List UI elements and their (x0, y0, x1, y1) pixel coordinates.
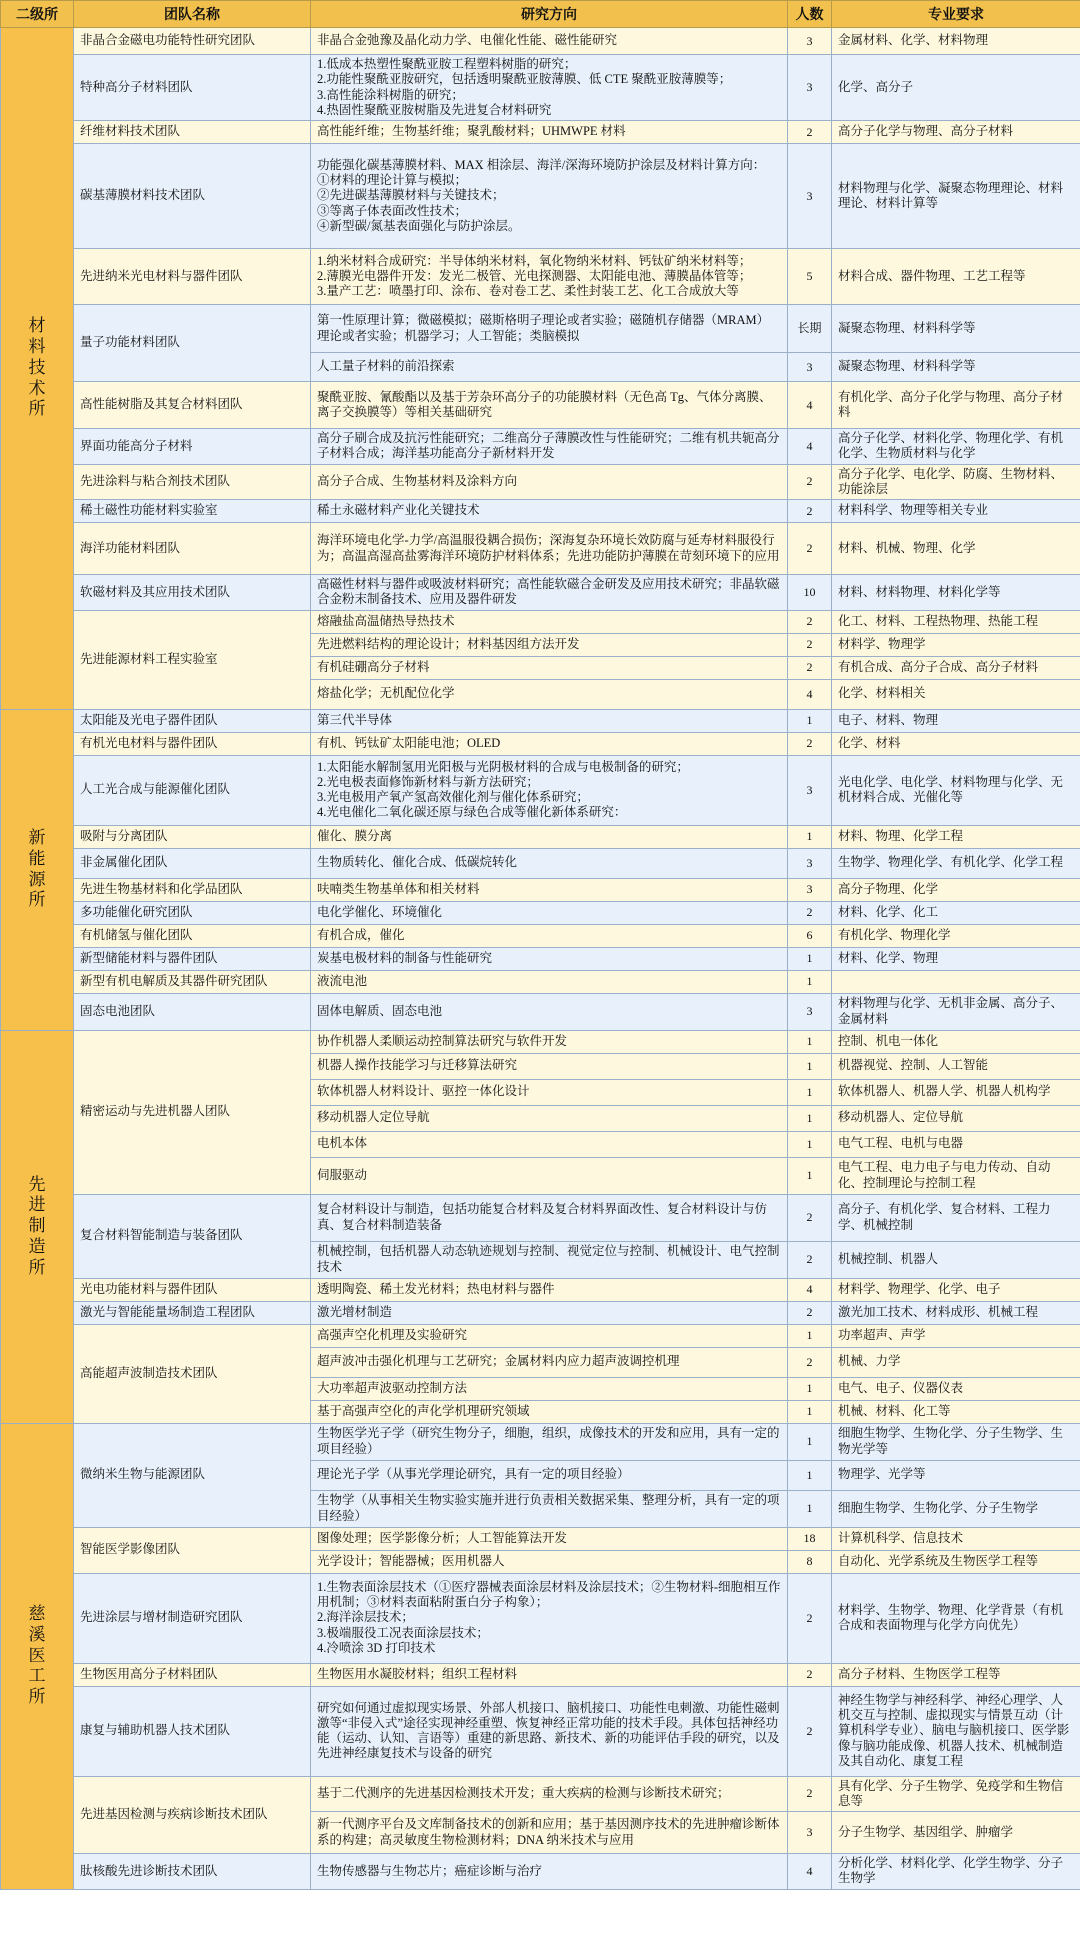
count-cell: 4 (788, 1278, 832, 1301)
count-cell: 2 (788, 523, 832, 575)
team-name-cell: 复合材料智能制造与装备团队 (74, 1194, 311, 1278)
team-name-cell: 人工光合成与能源催化团队 (74, 755, 311, 825)
direction-cell: 机械控制，包括机器人动态轨迹规划与控制、视觉定位与控制、机械设计、电气控制技术 (311, 1241, 788, 1278)
major-cell: 分子生物学、基因组学、肿瘤学 (832, 1812, 1080, 1854)
direction-cell: 高分子合成、生物基材料及涂料方向 (311, 464, 788, 500)
team-name-cell: 有机储氢与催化团队 (74, 924, 311, 947)
team-name-cell: 稀土磁性功能材料实验室 (74, 500, 311, 523)
count-cell: 1 (788, 709, 832, 732)
team-name-cell: 微纳米生物与能源团队 (74, 1423, 311, 1527)
team-name-cell: 碳基薄膜材料技术团队 (74, 144, 311, 249)
major-cell: 化学、材料相关 (832, 679, 1080, 709)
team-name-cell: 界面功能高分子材料 (74, 429, 311, 465)
major-cell: 电子、材料、物理 (832, 709, 1080, 732)
major-cell: 电气工程、电机与电器 (832, 1131, 1080, 1157)
major-cell: 材料学、物理学 (832, 633, 1080, 656)
team-name-cell: 海洋功能材料团队 (74, 523, 311, 575)
count-cell: 1 (788, 1423, 832, 1460)
count-cell: 1 (788, 947, 832, 970)
table-row (1, 993, 1080, 1030)
table-row (1, 500, 1080, 523)
major-cell: 材料科学、物理等相关专业 (832, 500, 1080, 523)
major-cell: 材料、物理、化学工程 (832, 825, 1080, 848)
major-cell: 高分子化学、电化学、防腐、生物材料、功能涂层 (832, 464, 1080, 500)
direction-cell: 非晶合金弛豫及晶化动力学、电催化性能、磁性能研究 (311, 28, 788, 55)
team-name-cell: 量子功能材料团队 (74, 305, 311, 382)
count-cell: 1 (788, 1079, 832, 1105)
major-cell: 自动化、光学系统及生物医学工程等 (832, 1550, 1080, 1573)
direction-cell: 软体机器人材料设计、驱控一体化设计 (311, 1079, 788, 1105)
table-row (1, 970, 1080, 993)
direction-cell: 人工量子材料的前沿探索 (311, 353, 788, 382)
major-cell: 软体机器人、机器人学、机器人机构学 (832, 1079, 1080, 1105)
count-cell: 4 (788, 429, 832, 465)
count-cell: 1 (788, 1460, 832, 1490)
table-row (1, 1324, 1080, 1347)
count-cell: 3 (788, 848, 832, 878)
count-cell: 5 (788, 249, 832, 305)
direction-cell: 大功率超声波驱动控制方法 (311, 1377, 788, 1400)
direction-cell: 第三代半导体 (311, 709, 788, 732)
table-row (1, 144, 1080, 249)
major-cell: 功率超声、声学 (832, 1324, 1080, 1347)
direction-cell: 稀土永磁材料产业化关键技术 (311, 500, 788, 523)
table-row (1, 1686, 1080, 1776)
count-cell: 3 (788, 353, 832, 382)
team-name-cell: 新型有机电解质及其器件研究团队 (74, 970, 311, 993)
count-cell: 3 (788, 28, 832, 55)
major-cell: 机器视觉、控制、人工智能 (832, 1053, 1080, 1079)
direction-cell: 基于二代测序的先进基因检测技术开发；重大疾病的检测与诊断技术研究； (311, 1776, 788, 1812)
team-name-cell: 智能医学影像团队 (74, 1527, 311, 1573)
major-cell: 具有化学、分子生物学、免疫学和生物信息等 (832, 1776, 1080, 1812)
count-cell: 1 (788, 1053, 832, 1079)
major-cell: 电气、电子、仪器仪表 (832, 1377, 1080, 1400)
major-cell: 电气工程、电力电子与电力传动、自动化、控制理论与控制工程 (832, 1157, 1080, 1194)
direction-cell: 高强声空化机理及实验研究 (311, 1324, 788, 1347)
direction-cell: 高磁性材料与器件或吸波材料研究；高性能软磁合金研发及应用技术研究；非晶软磁合金粉末制备技术、应用及器件研发 (311, 575, 788, 611)
count-cell: 2 (788, 1347, 832, 1377)
major-cell: 凝聚态物理、材料科学等 (832, 305, 1080, 353)
direction-cell: 1.纳米材料合成研究：半导体纳米材料，氧化物纳米材料、钙钛矿纳米材料等； 2.薄膜光电器件开发：发光二极管、光电探测器、太阳能电池、薄膜晶体管等； 3.量产工艺：喷墨打印、涂布、卷对卷工艺、柔性封装工艺、化工合成放大等 (311, 249, 788, 305)
team-name-cell: 特种高分子材料团队 (74, 55, 311, 121)
table-row (1, 249, 1080, 305)
team-name-cell: 先进纳米光电材料与器件团队 (74, 249, 311, 305)
direction-cell: 光学设计；智能器械；医用机器人 (311, 1550, 788, 1573)
count-cell: 4 (788, 382, 832, 429)
team-name-cell: 激光与智能能量场制造工程团队 (74, 1301, 311, 1324)
major-cell: 高分子物理、化学 (832, 878, 1080, 901)
table-row (1, 1301, 1080, 1324)
major-cell: 化学、高分子 (832, 55, 1080, 121)
direction-cell: 研究如何通过虚拟现实场景、外部人机接口、脑机接口、功能性电刺激、功能性磁刺激等“非侵入式”途径实现神经重塑、恢复神经正常功能的技术手段。具体包括神经功能（运动、认知、言语等）重建的新思路、新技术、新的功能评估手段的研究，以及先进神经康复技术与设备的研究 (311, 1686, 788, 1776)
major-cell: 高分子材料、生物医学工程等 (832, 1663, 1080, 1686)
team-name-cell: 多功能催化研究团队 (74, 901, 311, 924)
major-cell: 有机合成、高分子合成、高分子材料 (832, 656, 1080, 679)
direction-cell: 生物医学光子学（研究生物分子，细胞，组织，成像技术的开发和应用，具有一定的项目经验） (311, 1423, 788, 1460)
team-name-cell: 光电功能材料与器件团队 (74, 1278, 311, 1301)
major-cell: 机械、力学 (832, 1347, 1080, 1377)
major-cell: 金属材料、化学、材料物理 (832, 28, 1080, 55)
major-cell: 凝聚态物理、材料科学等 (832, 353, 1080, 382)
table-row (1, 1776, 1080, 1812)
table-row (1, 1527, 1080, 1550)
direction-cell: 电化学催化、环境催化 (311, 901, 788, 924)
major-cell: 化学、材料 (832, 732, 1080, 755)
major-cell: 激光加工技术、材料成形、机械工程 (832, 1301, 1080, 1324)
team-name-cell: 高能超声波制造技术团队 (74, 1324, 311, 1423)
direction-cell: 生物医用水凝胶材料；组织工程材料 (311, 1663, 788, 1686)
major-cell: 分析化学、材料化学、化学生物学、分子生物学 (832, 1854, 1080, 1890)
major-cell: 机械控制、机器人 (832, 1241, 1080, 1278)
direction-cell: 炭基电极材料的制备与性能研究 (311, 947, 788, 970)
table-row (1, 1573, 1080, 1663)
major-cell: 细胞生物学、生物化学、分子生物学 (832, 1490, 1080, 1527)
count-cell: 1 (788, 1400, 832, 1423)
count-cell: 1 (788, 825, 832, 848)
count-cell: 18 (788, 1527, 832, 1550)
team-name-cell: 先进基因检测与疾病诊断技术团队 (74, 1776, 311, 1854)
table-row (1, 947, 1080, 970)
major-cell: 物理学、光学等 (832, 1460, 1080, 1490)
table-body (1, 28, 1080, 1890)
direction-cell: 第一性原理计算；微磁模拟；磁斯格明子理论或者实验；磁随机存储器（MRAM）理论或者实验；机器学习；人工智能；类脑模拟 (311, 305, 788, 353)
direction-cell: 1.太阳能水解制氢用光阳极与光阴极材料的合成与电极制备的研究； 2.光电极表面修饰新材料与新方法研究； 3.光电极用产氧产氢高效催化剂与催化体系研究； 4.光电催化二氧化碳还原与绿色合成等催化新体系研究： (311, 755, 788, 825)
major-cell: 计算机科学、信息技术 (832, 1527, 1080, 1550)
count-cell: 2 (788, 1241, 832, 1278)
count-cell: 2 (788, 1573, 832, 1663)
table-row (1, 1030, 1080, 1053)
direction-cell: 生物质转化、催化合成、低碳烷转化 (311, 848, 788, 878)
direction-cell: 移动机器人定位导航 (311, 1105, 788, 1131)
major-cell: 细胞生物学、生物化学、分子生物学、生物光学等 (832, 1423, 1080, 1460)
major-cell: 高分子化学、材料化学、物理化学、有机化学、生物质材料与化学 (832, 429, 1080, 465)
major-cell: 材料、化学、物理 (832, 947, 1080, 970)
team-name-cell: 康复与辅助机器人技术团队 (74, 1686, 311, 1776)
team-name-cell: 太阳能及光电子器件团队 (74, 709, 311, 732)
header-institute: 二级所 (1, 1, 74, 28)
major-cell: 材料、化学、化工 (832, 901, 1080, 924)
direction-cell: 复合材料设计与制造，包括功能复合材料及复合材料界面改性、复合材料设计与仿真、复合材料制造装备 (311, 1194, 788, 1241)
table-row (1, 1194, 1080, 1241)
table-row (1, 610, 1080, 633)
count-cell: 1 (788, 1157, 832, 1194)
direction-cell: 熔融盐高温储热导热技术 (311, 610, 788, 633)
direction-cell: 激光增材制造 (311, 1301, 788, 1324)
direction-cell: 机器人操作技能学习与迁移算法研究 (311, 1053, 788, 1079)
table-row (1, 848, 1080, 878)
table-row (1, 523, 1080, 575)
direction-cell: 超声波冲击强化机理与工艺研究；金属材料内应力超声波调控机理 (311, 1347, 788, 1377)
table-row (1, 732, 1080, 755)
major-cell: 有机化学、高分子化学与物理、高分子材料 (832, 382, 1080, 429)
major-cell: 移动机器人、定位导航 (832, 1105, 1080, 1131)
direction-cell: 功能强化碳基薄膜材料、MAX 相涂层、海洋/深海环境防护涂层及材料计算方向： ①材料的理论计算与模拟； ②先进碳基薄膜材料与关键技术； ③等离子体表面改性技术； ④新型碳/氮基表面强化与防护涂层。 (311, 144, 788, 249)
table-row (1, 1278, 1080, 1301)
direction-cell: 有机、钙钛矿太阳能电池；OLED (311, 732, 788, 755)
direction-cell: 熔盐化学；无机配位化学 (311, 679, 788, 709)
team-name-cell: 软磁材料及其应用技术团队 (74, 575, 311, 611)
table-header-row (1, 1, 1080, 28)
major-cell: 机械、材料、化工等 (832, 1400, 1080, 1423)
count-cell: 8 (788, 1550, 832, 1573)
direction-cell: 1.生物表面涂层技术（①医疗器械表面涂层材料及涂层技术；②生物材料-细胞相互作用机制；③材料表面粘附蛋白分子构象）； 2.海洋涂层技术； 3.极端服役工况表面涂层技术； 4.冷喷涂 3D 打印技术 (311, 1573, 788, 1663)
count-cell: 2 (788, 500, 832, 523)
table-row (1, 825, 1080, 848)
count-cell: 2 (788, 464, 832, 500)
direction-cell: 新一代测序平台及文库制备技术的创新和应用；基于基因测序技术的先进肿瘤诊断体系的构建；高灵敏度生物检测材料；DNA 纳米技术与应用 (311, 1812, 788, 1854)
direction-cell: 基于高强声空化的声化学机理研究领域 (311, 1400, 788, 1423)
direction-cell: 理论光子学（从事光学理论研究，具有一定的项目经验） (311, 1460, 788, 1490)
team-name-cell: 高性能树脂及其复合材料团队 (74, 382, 311, 429)
major-cell: 高分子、有机化学、复合材料、工程力学、机械控制 (832, 1194, 1080, 1241)
direction-cell: 呋喃类生物基单体和相关材料 (311, 878, 788, 901)
count-cell: 2 (788, 1686, 832, 1776)
count-cell: 1 (788, 970, 832, 993)
major-cell: 光电化学、电化学、材料物理与化学、无机材料合成、光催化等 (832, 755, 1080, 825)
table-row (1, 28, 1080, 55)
direction-cell: 高性能纤维；生物基纤维；聚乳酸材料；UHMWPE 材料 (311, 121, 788, 144)
count-cell: 2 (788, 121, 832, 144)
count-cell: 10 (788, 575, 832, 611)
table-row (1, 121, 1080, 144)
table-row (1, 755, 1080, 825)
direction-cell: 有机合成，催化 (311, 924, 788, 947)
team-name-cell: 固态电池团队 (74, 993, 311, 1030)
table-row (1, 1663, 1080, 1686)
direction-cell: 生物学（从事相关生物实验实施并进行负责相关数据采集、整理分析，具有一定的项目经验） (311, 1490, 788, 1527)
count-cell: 1 (788, 1030, 832, 1053)
count-cell: 长期 (788, 305, 832, 353)
count-cell: 3 (788, 755, 832, 825)
major-cell: 材料学、物理学、化学、电子 (832, 1278, 1080, 1301)
count-cell: 2 (788, 610, 832, 633)
major-cell: 控制、机电一体化 (832, 1030, 1080, 1053)
team-name-cell: 肽核酸先进诊断技术团队 (74, 1854, 311, 1890)
major-cell: 化工、材料、工程热物理、热能工程 (832, 610, 1080, 633)
table-row (1, 878, 1080, 901)
team-name-cell: 吸附与分离团队 (74, 825, 311, 848)
table-row (1, 924, 1080, 947)
team-name-cell: 先进生物基材料和化学品团队 (74, 878, 311, 901)
count-cell: 1 (788, 1324, 832, 1347)
header-team: 团队名称 (74, 1, 311, 28)
count-cell: 2 (788, 1776, 832, 1812)
count-cell: 3 (788, 878, 832, 901)
direction-cell: 电机本体 (311, 1131, 788, 1157)
major-cell: 材料、机械、物理、化学 (832, 523, 1080, 575)
direction-cell: 有机硅硼高分子材料 (311, 656, 788, 679)
institute-cell: 材 料 技 术 所 (1, 28, 74, 710)
team-name-cell: 非金属催化团队 (74, 848, 311, 878)
count-cell: 2 (788, 1663, 832, 1686)
table-row (1, 709, 1080, 732)
team-name-cell: 纤维材料技术团队 (74, 121, 311, 144)
table-row (1, 464, 1080, 500)
count-cell: 3 (788, 1812, 832, 1854)
major-cell (832, 970, 1080, 993)
major-cell: 材料、材料物理、材料化学等 (832, 575, 1080, 611)
direction-cell: 伺服驱动 (311, 1157, 788, 1194)
count-cell: 2 (788, 1301, 832, 1324)
table-row (1, 429, 1080, 465)
major-cell: 材料物理与化学、无机非金属、高分子、金属材料 (832, 993, 1080, 1030)
count-cell: 1 (788, 1105, 832, 1131)
direction-cell: 高分子刷合成及抗污性能研究；二维高分子薄膜改性与性能研究；二维有机共轭高分子材料合成；海洋基功能高分子新材料开发 (311, 429, 788, 465)
team-name-cell: 新型储能材料与器件团队 (74, 947, 311, 970)
count-cell: 3 (788, 993, 832, 1030)
count-cell: 2 (788, 656, 832, 679)
table-row (1, 575, 1080, 611)
direction-cell: 固体电解质、固态电池 (311, 993, 788, 1030)
team-name-cell: 先进涂料与粘合剂技术团队 (74, 464, 311, 500)
direction-cell: 聚酰亚胺、氰酸酯以及基于芳杂环高分子的功能膜材料（无色高 Tg、气体分离膜、离子交换膜等）等相关基础研究 (311, 382, 788, 429)
header-major: 专业要求 (832, 1, 1080, 28)
count-cell: 2 (788, 732, 832, 755)
count-cell: 3 (788, 55, 832, 121)
major-cell: 生物学、物理化学、有机化学、化学工程 (832, 848, 1080, 878)
direction-cell: 先进燃料结构的理论设计；材料基因组方法开发 (311, 633, 788, 656)
direction-cell: 协作机器人柔顺运动控制算法研究与软件开发 (311, 1030, 788, 1053)
header-count: 人数 (788, 1, 832, 28)
major-cell: 材料学、生物学、物理、化学背景（有机合成和表面物理与化学方向优先） (832, 1573, 1080, 1663)
table-row (1, 1854, 1080, 1890)
count-cell: 2 (788, 901, 832, 924)
major-cell: 材料物理与化学、凝聚态物理理论、材料理论、材料计算等 (832, 144, 1080, 249)
direction-cell: 液流电池 (311, 970, 788, 993)
count-cell: 1 (788, 1490, 832, 1527)
direction-cell: 催化、膜分离 (311, 825, 788, 848)
team-name-cell: 精密运动与先进机器人团队 (74, 1030, 311, 1194)
table-row (1, 305, 1080, 353)
major-cell: 有机化学、物理化学 (832, 924, 1080, 947)
table-row (1, 382, 1080, 429)
count-cell: 3 (788, 144, 832, 249)
table-row (1, 55, 1080, 121)
direction-cell: 海洋环境电化学-力学/高温服役耦合损伤；深海复杂环境长效防腐与延寿材料服役行为；高温高湿高盐雾海洋环境防护材料体系；先进功能防护薄膜在苛刻环境下的应用 (311, 523, 788, 575)
institute-cell: 先 进 制 造 所 (1, 1030, 74, 1423)
major-cell: 高分子化学与物理、高分子材料 (832, 121, 1080, 144)
count-cell: 6 (788, 924, 832, 947)
institute-cell: 慈 溪 医 工 所 (1, 1423, 74, 1889)
count-cell: 2 (788, 1194, 832, 1241)
header-direction: 研究方向 (311, 1, 788, 28)
count-cell: 1 (788, 1131, 832, 1157)
team-name-cell: 先进涂层与增材制造研究团队 (74, 1573, 311, 1663)
team-name-cell: 生物医用高分子材料团队 (74, 1663, 311, 1686)
direction-cell: 透明陶瓷、稀土发光材料；热电材料与器件 (311, 1278, 788, 1301)
count-cell: 2 (788, 633, 832, 656)
major-cell: 神经生物学与神经科学、神经心理学、人机交互与控制、虚拟现实与情景互动（计算机科学专业）、脑电与脑机接口、医学影像与脑功能成像、机器人技术、机械制造及其自动化、康复工程 (832, 1686, 1080, 1776)
direction-cell: 1.低成本热塑性聚酰亚胺工程塑料树脂的研究； 2.功能性聚酰亚胺研究，包括透明聚酰亚胺薄膜、低 CTE 聚酰亚胺薄膜等； 3.高性能涂料树脂的研究； 4.热固性聚酰亚胺树脂及先进复合材料研究 (311, 55, 788, 121)
institute-cell: 新 能 源 所 (1, 709, 74, 1030)
table-row (1, 901, 1080, 924)
team-name-cell: 有机光电材料与器件团队 (74, 732, 311, 755)
team-name-cell: 非晶合金磁电功能特性研究团队 (74, 28, 311, 55)
count-cell: 1 (788, 1377, 832, 1400)
major-cell: 材料合成、器件物理、工艺工程等 (832, 249, 1080, 305)
direction-cell: 图像处理；医学影像分析；人工智能算法开发 (311, 1527, 788, 1550)
team-name-cell: 先进能源材料工程实验室 (74, 610, 311, 709)
table-row (1, 1423, 1080, 1460)
count-cell: 4 (788, 679, 832, 709)
count-cell: 4 (788, 1854, 832, 1890)
direction-cell: 生物传感器与生物芯片；癌症诊断与治疗 (311, 1854, 788, 1890)
